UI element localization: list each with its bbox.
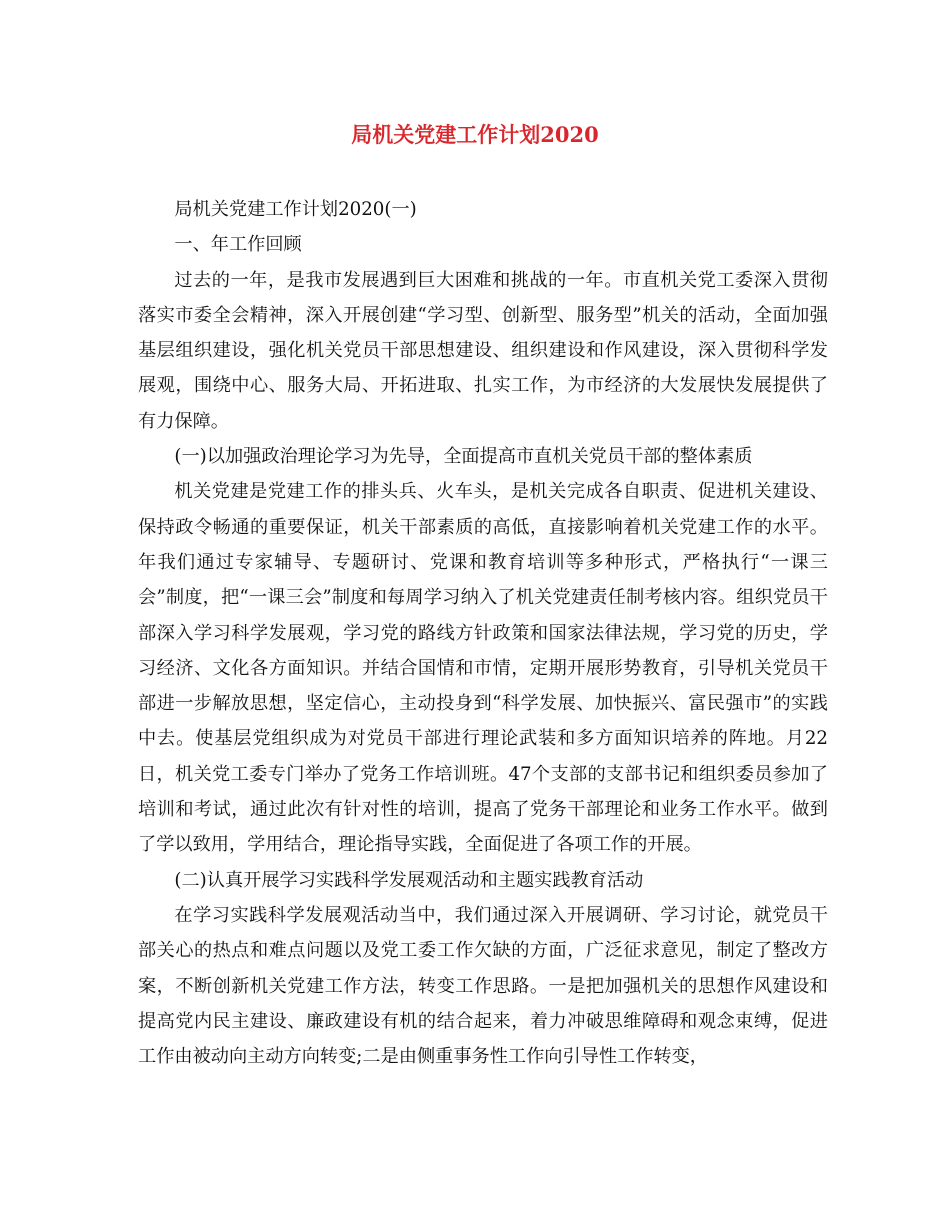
- paragraph-subtitle: 局机关党建工作计划2020(一): [174, 199, 417, 220]
- document-title: 局机关党建工作计划2020: [351, 122, 599, 147]
- section-heading-review: 一、年工作回顾: [174, 234, 302, 256]
- paragraph-review: 过去的一年，是我市发展遇到巨大困难和挑战的一年。市直机关党工委深入贯彻落实市委全会精神，深入开展创建“学习型、创新型、服务型”机关的活动，全面加强基层组织建设，强化机关党员干部思想建设、组织建设和作风建设，深入贯彻科学发展观，围绕中心、服务大局、开拓进取、扎实工作，为市经济的大发展快发展提供了有力保障。: [138, 269, 828, 432]
- document-body: [138, 192, 828, 1074]
- section-heading-practice-activity: (二)认真开展学习实践科学发展观活动和主题实践教育活动: [174, 869, 644, 891]
- paragraph-theory-study: 机关党建是党建工作的排头兵、火车头，是机关完成各自职责、促进机关建设、保持政令畅通的重要保证，机关干部素质的高低，直接影响着机关党建工作的水平。年我们通过专家辅导、专题研讨、党课和教育培训等多种形式，严格执行“一课三会”制度，把“一课三会”制度和每周学习纳入了机关党建责任制考核内容。组织党员干部深入学习科学发展观，学习党的路线方针政策和国家法律法规，学习党的历史，学习经济、文化各方面知识。并结合国情和市情，定期开展形势教育，引导机关党员干部进一步解放思想，坚定信心，主动投身到“科学发展、加快振兴、富民强市”的实践中去。使基层党组织成为对党员干部进行理论武装和多方面知识培养的阵地。月22日，机关党工委专门举办了党务工作培训班。47个支部的支部书记和组织委员参加了培训和考试，通过此次有针对性的培训，提高了党务干部理论和业务工作水平。做到了学以致用，学用结合，理论指导实践，全面促进了各项工作的开展。: [138, 481, 828, 856]
- paragraph-practice-activity: 在学习实践科学发展观活动当中，我们通过深入开展调研、学习讨论，就党员干部关心的热点和难点问题以及党工委工作欠缺的方面，广泛征求意见，制定了整改方案，不断创新机关党建工作方法，转变工作思路。一是把加强机关的思想作风建设和提高党内民主建设、廉政建设有机的结合起来，着力冲破思维障碍和观念束缚，促进工作由被动向主动方向转变;二是由侧重事务性工作向引导性工作转变，: [138, 904, 828, 1068]
- section-heading-theory-study: (一)以加强政治理论学习为先导，全面提高市直机关党员干部的整体素质: [174, 446, 753, 468]
